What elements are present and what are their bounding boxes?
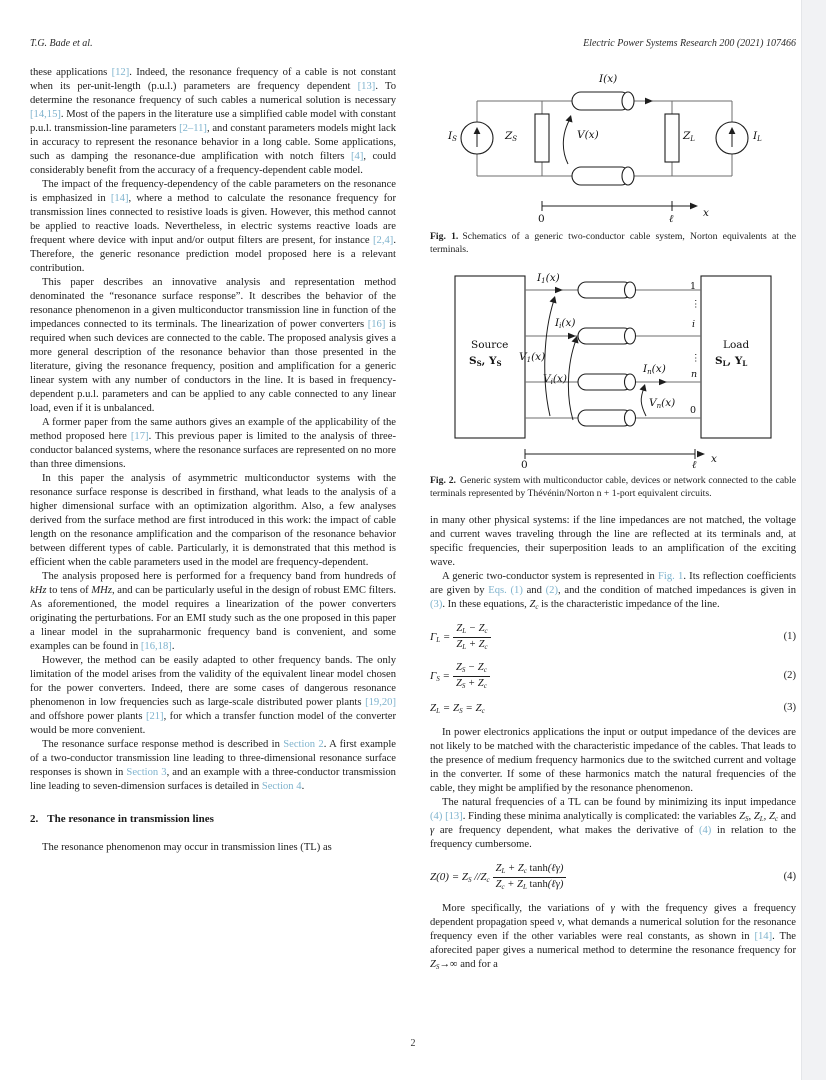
text-run: are frequency dependent, what makes the derivative of: [434, 825, 699, 837]
equation-body: $\Gamma_L$ = $\frac{Z_L - Z_c}{Z_L + Z_c}$: [430, 623, 491, 651]
paragraph: [30, 738, 396, 794]
text-run: In power electronics applications the input or output impedance of the devices are not likely to be matched with the characteristic impedance of the cables. That leads to the presence of medium frequency harmonics due to the switched current and voltage in the converter. If some of these harmonics match the natural frequencies of the cable, they might be amplified by the resonance phenomenon.: [430, 727, 796, 795]
fig2-conductor-0: 0: [690, 405, 697, 417]
text-run: $Z_L$: [753, 811, 764, 824]
text-run: The resonance phenomenon may occur in transmission lines (TL) as: [42, 842, 332, 853]
text-run: This paper describes an innovative analysis and representation method denominated the “resonance surface response”. It describes the behavior of the resonance phenomenon in a given multiconductor transmission line in function of the impedances connected to its terminals. The linearization of power converters: [30, 277, 396, 330]
fig2-load-title: Load: [723, 339, 750, 352]
text-run: in many other physical systems: if the line impedances are not matched, the voltage and current waves traveling through the line are reflected at its terminals and, at specific frequencies, their superposition leads to an amplification of the exciting wave.: [430, 515, 796, 569]
text-run: and offshore power plants: [30, 711, 146, 722]
text-run: , and an example with a three-conductor transmission line leading to seven-dimension surfaces is detailed in: [30, 767, 396, 792]
fig2-conductor-i: i: [692, 319, 696, 331]
section-heading: [30, 812, 396, 826]
fig1-axis-length: ℓ: [669, 213, 674, 225]
fig1-circuit-diagram: [447, 66, 779, 226]
text-run: . The aforecited paper gives a numerical method to determine the resonance frequency for: [430, 931, 797, 957]
text-run: , could considerably benefit from the accuracy of a frequency-dependent cable model.: [30, 151, 396, 176]
text-run: ,: [748, 811, 754, 823]
citation-link[interactable]: [17]: [130, 431, 149, 442]
paragraph: [30, 66, 396, 178]
left-column: [30, 66, 396, 972]
paragraph: [430, 902, 796, 972]
fig1-label-voltage: V(x): [577, 129, 599, 141]
equation-4: [430, 863, 796, 891]
text-run: kHz: [30, 585, 47, 596]
citation-link[interactable]: Fig. 1: [658, 571, 684, 583]
fig2-caption: [430, 475, 796, 500]
text-run: , and the condition of matched impedances is given in: [558, 585, 797, 597]
text-run: $Z_c$: [768, 811, 778, 824]
equation-number: (2): [783, 670, 796, 682]
fig1-label-current: I(x): [599, 73, 618, 85]
equation-number: (4): [783, 871, 796, 883]
citation-link[interactable]: Section 4: [261, 781, 302, 792]
text-run: ,: [763, 811, 769, 823]
text-run: $Z_S$: [739, 811, 749, 824]
text-run: , where a method to calculate the resonance frequency for transmission lines connected to resistive loads is given. However, this method cannot be applied to reactive loads. Nevertheless, in electric systems reactive loads are frequent where device with input and/or output filters are present, for instance: [30, 193, 396, 246]
citation-link[interactable]: [2,4]: [373, 235, 394, 246]
citation-link[interactable]: [19,20]: [365, 697, 396, 708]
citation-link[interactable]: (4): [430, 811, 443, 823]
header-journal: Electric Power Systems Research 200 (2021) 107466: [583, 38, 796, 49]
page-number: 2: [410, 1038, 416, 1049]
text-run: . In these equations,: [442, 599, 530, 611]
text-run: The resonance surface response method is described in: [42, 739, 284, 750]
text-run: γ: [430, 825, 435, 837]
figure-1: [430, 66, 796, 256]
equation-body: $\Gamma_S$ = $\frac{Z_S - Z_c}{Z_S + Z_c}$: [430, 662, 490, 690]
text-run: The natural frequencies of a TL can be found by minimizing its input impedance: [442, 797, 796, 809]
text-run: . Most of the papers in the literature use a simplified cable model with constant p.u.l. transmission-line parameters: [30, 109, 396, 134]
text-run: More specifically, the variations of: [442, 903, 611, 915]
text-run: . Its reflection coefficients are given by: [430, 571, 796, 597]
paragraph: [430, 726, 796, 796]
citation-link[interactable]: [16]: [367, 319, 386, 330]
text-run: is the characteristic impedance of the line.: [538, 599, 720, 611]
citation-link[interactable]: [21]: [145, 711, 164, 722]
paragraph: [30, 472, 396, 570]
fig2-load-params: $S_L$, $Y_L$: [715, 355, 748, 369]
citation-link[interactable]: [13]: [445, 811, 463, 823]
text-run: . A first example of a two-conductor transmission line leading to three-dimensional resonance surface responses is shown in: [30, 739, 396, 778]
fig2-diagram-svg: [443, 270, 783, 470]
fig1-label-source-impedance: $Z_S$: [505, 130, 518, 143]
fig2-multiconductor-diagram: [443, 270, 783, 470]
text-run: A former paper from the same authors gives an example of the applicability of the method proposed here: [30, 417, 396, 442]
paragraph: [30, 178, 396, 276]
fig2-conductor-n: n: [691, 369, 698, 381]
section-title: The resonance in transmission lines: [47, 813, 214, 825]
fig1-caption-text: Schematics of a generic two-conductor cable system, Norton equivalents at the terminals.: [430, 231, 796, 255]
running-header: [30, 38, 796, 49]
text-run: and for a: [457, 959, 498, 971]
citation-link[interactable]: (2): [545, 585, 558, 597]
text-run: these applications: [30, 67, 112, 78]
fig1-axis-origin: 0: [538, 213, 545, 225]
fig1-label-load-impedance: $Z_L$: [683, 130, 695, 143]
paper-page: [30, 0, 797, 1049]
text-run: . To determine the resonance frequency of such cables a numerical solution is necessary: [30, 81, 396, 106]
equation-body: $Z_L = Z_S = Z_c$: [430, 702, 485, 716]
paragraph: [30, 570, 396, 654]
text-run: A generic two-conductor system is represented in: [442, 571, 659, 583]
equation-1: [430, 623, 796, 651]
header-authors: T.G. Bade et al.: [30, 38, 93, 49]
citation-link[interactable]: Section 2: [283, 739, 324, 750]
fig2-label-voltage-1: $V_1(x)$: [519, 351, 546, 365]
fig1-label-load-current: $I_L$: [753, 130, 762, 143]
section-number: 2.: [30, 813, 39, 825]
equation-number: (3): [783, 702, 796, 714]
text-run: to tens of: [46, 585, 92, 596]
paragraph: [30, 841, 396, 855]
text-run: with the frequency gives a frequency dependent propagation speed: [430, 903, 796, 929]
text-run: v: [557, 917, 563, 929]
fig2-label-voltage-n: $V_n(x)$: [649, 397, 676, 411]
citation-link[interactable]: [14]: [110, 193, 129, 204]
equation-body: $Z(0) = Z_S$ $//Z_c$ $\frac{Z_L + Z_c \tanh(\ell\gamma)}{Z_c + Z_L \tanh(\ell\gamma)}$: [430, 863, 566, 891]
text-run: . Indeed, the resonance frequency of a cable is not constant when its per-unit-length (p.u.l.) parameters are frequency dependent: [30, 67, 396, 92]
fig1-label-source-current: $I_S$: [448, 130, 457, 143]
citation-link[interactable]: Eqs. (1): [488, 585, 523, 597]
citation-link[interactable]: [14]: [754, 931, 773, 943]
fig2-dots-a: ⋮: [691, 299, 701, 311]
text-run: and: [778, 811, 796, 823]
equation-2: [430, 662, 796, 690]
two-column-body: [30, 66, 796, 972]
right-column: [430, 66, 796, 972]
text-run: , what demands a numerical solution for the resonance frequency even if the other variables were real constants, as shown in: [430, 917, 796, 943]
fig2-dots-b: ⋮: [691, 353, 701, 365]
citation-link[interactable]: [12]: [111, 67, 130, 78]
citation-link[interactable]: [2–11]: [179, 123, 207, 134]
fig2-label-current-n: $I_n(x)$: [643, 363, 666, 377]
paragraph: [30, 276, 396, 416]
pdf-viewer-background-strip: [801, 0, 826, 1080]
fig2-source-params: $S_S$, $Y_S$: [469, 355, 502, 369]
fraction: $\frac{Z_L - Z_c}{Z_L + Z_c}$: [453, 623, 490, 651]
fig2-source-title: Source: [471, 339, 509, 352]
paragraph: [430, 570, 796, 612]
text-run: MHz: [91, 585, 112, 596]
citation-link[interactable]: [16,18]: [140, 641, 172, 652]
fig2-axis-length: ℓ: [692, 459, 697, 472]
text-run: in relation to the frequency cumbersome.: [430, 825, 797, 851]
citation-link[interactable]: (3): [430, 599, 443, 611]
paragraph: [30, 654, 396, 738]
text-run: γ: [610, 903, 615, 915]
text-run: , for which a transfer function model of the converter would be more convenient.: [30, 711, 397, 736]
paragraph: [430, 514, 796, 570]
equation-number: (1): [783, 631, 796, 643]
text-run: .: [171, 641, 175, 652]
text-run: The analysis proposed here is performed for a frequency band from hundreds of: [42, 571, 396, 582]
paragraph: [30, 416, 396, 472]
equation-3: [430, 701, 796, 715]
fig2-axis-var: x: [711, 453, 717, 466]
citation-link[interactable]: [13]: [357, 81, 376, 92]
fig1-axis-var: x: [703, 207, 709, 219]
fig2-label-voltage-i: $V_i(x)$: [543, 373, 567, 387]
citation-link[interactable]: [14,15]: [30, 109, 61, 120]
text-run: In this paper the analysis of asymmetric multiconductor systems with the resonance surface response is described in firsthand, what leads to the analysis of a higher dimensional surface with an optimization algorithm. Also, a few analyses derived from the surface method are first introduced in this work: the impact of cable length on the resonance amplification and the comparison of the resonance behavior between different types of cable. Particularly, it is demonstrated that this method is efficient when the cable parameters used in the model are frequency-dependent.: [30, 473, 396, 568]
text-run: The impact of the frequency-dependency of the cable parameters on the resonance is emphasized in: [30, 179, 396, 204]
fraction: $\frac{Z_L + Z_c \tanh(\ell\gamma)}{Z_c + Z_L \tanh(\ell\gamma)}$: [493, 863, 567, 891]
text-run: is required when such devices are connected to the cable. The proposed analysis gives a more general description of the resonance behavior than those presented in the literature, giving the resonance frequency, position and amplification for a generic linear system with any number of conductors in the line. It is based in frequency-dependent p.u.l. parameters and can be applied to any cable connected to any linear load, even if it is unbalanced.: [30, 319, 397, 414]
citation-link[interactable]: [4]: [351, 151, 364, 162]
fig1-circuit-svg: [447, 66, 779, 226]
text-run: , and can be particularly useful in the design of robust EMC filters. As aforementioned, the model requires a linearization of the power converters originating the perturbations. For an EMI study such as the one proposed in this paper a linear model in the supraharmonic frequency band is convenient, and some examples can be found in: [30, 585, 396, 652]
citation-link[interactable]: Section 3: [126, 767, 167, 778]
text-run: . Finding these minima analytically is complicated: the variables: [462, 811, 740, 823]
text-run: . This previous paper is limited to the analysis of three-conductor balanced systems, where the resonance surfaces are represented on no more than three dimensions.: [30, 431, 396, 470]
fig2-caption-label: Fig. 2.: [430, 475, 456, 487]
text-run: $Z_c$: [529, 599, 539, 612]
fig2-label-current-i: $I_i(x)$: [555, 317, 576, 331]
text-run: and: [522, 585, 546, 597]
fig1-caption-label: Fig. 1.: [430, 231, 459, 242]
figure-2: [430, 270, 796, 500]
fraction: $\frac{Z_S - Z_c}{Z_S + Z_c}$: [453, 662, 490, 690]
fig2-axis-origin: 0: [521, 459, 528, 472]
fig1-caption: [430, 231, 796, 256]
text-run: However, the method can be easily adapted to other frequency bands. The only limitation of the model arises from the validity of the equivalent linear model chosen for the power converters. Indeed, there are some cases of dangerous resonance phenomenon in low frequencies such as large-scale distributed power plants: [30, 655, 396, 708]
fig2-conductor-1: 1: [690, 281, 697, 293]
citation-link[interactable]: (4): [698, 825, 712, 837]
paragraph: [430, 796, 796, 852]
fig2-caption-text: Generic system with multiconductor cable, devices or network connected to the cable terminals represented by Thévénin/Norton n + 1-port equivalent circuits.: [430, 475, 796, 499]
text-run: . Therefore, the generic resonance prediction model proposed here is a relevant contribution.: [30, 235, 396, 274]
fig2-label-current-1: $I_1(x)$: [537, 272, 560, 286]
text-run: $Z_S\to\infty$: [430, 959, 458, 972]
text-run: , and constant parameters models might lack in accuracy to represent the resonance behavior in a long cable. Some applications, such as damping the resonance-due amplification with notch filters: [30, 123, 396, 162]
text-run: .: [301, 781, 305, 792]
